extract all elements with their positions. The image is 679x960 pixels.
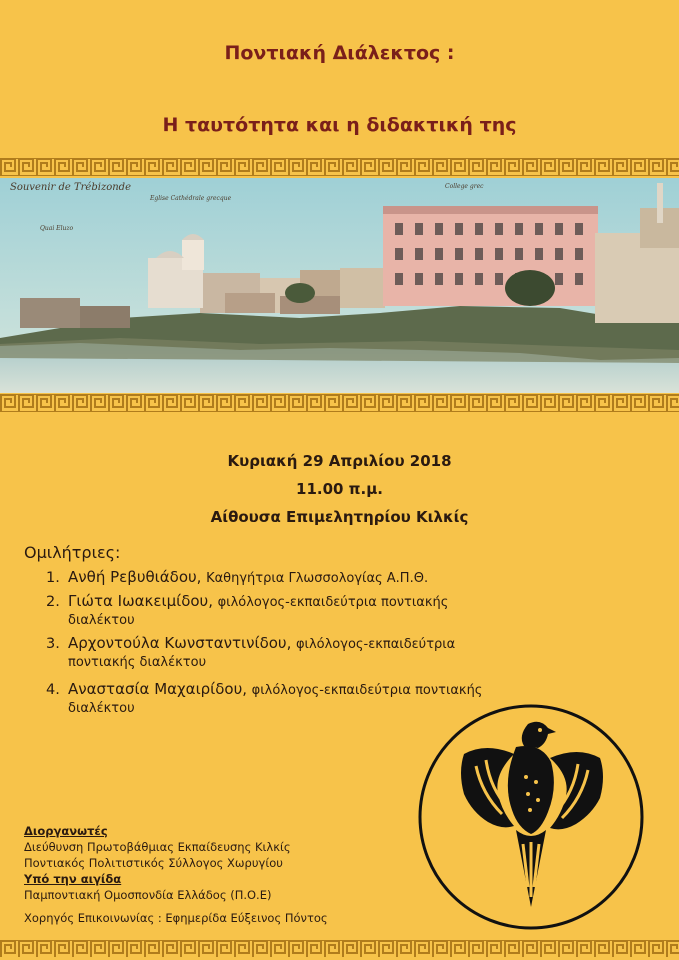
speaker-name: Ανθή Ρεβυθιάδου, (68, 568, 202, 586)
speaker-item (46, 568, 428, 588)
meander-border-bottom (0, 394, 679, 412)
meander-border-footer (0, 940, 679, 958)
speaker-number: 3. (46, 636, 60, 652)
photo-caption-college: College grec (445, 183, 484, 190)
speaker-name: Αρχοντούλα Κωνσταντινίδου, (68, 634, 292, 652)
speaker-name: Αναστασία Μαχαιρίδου, (68, 680, 248, 698)
poster-subtitle: Η ταυτότητα και η διδακτική της (162, 114, 517, 136)
photo-caption-church: Eglise Cathédrale grecque (150, 195, 232, 202)
aegis-line: Παμποντιακή Ομοσπονδία Ελλάδος (Π.Ο.Ε) (24, 888, 272, 902)
event-date: Κυριακή 29 Απριλίου 2018 (227, 452, 452, 470)
speaker-name: Γιώτα Ιωακειμίδου, (68, 592, 213, 610)
speaker-role: φιλόλογος-εκπαιδεύτρια (295, 637, 456, 652)
organizer-line: Ποντιακός Πολιτιστικός Σύλλογος Χωρυγίου (24, 856, 283, 870)
speaker-item (46, 634, 455, 672)
photo-caption-main: Souvenir de Trébizonde (10, 182, 131, 193)
speaker-role-continued: διαλέκτου (68, 701, 135, 716)
speaker-number: 2. (46, 594, 60, 610)
speaker-role: φιλόλογος-εκπαιδεύτρια ποντιακής (217, 595, 449, 610)
speaker-number: 4. (46, 682, 60, 698)
trebizond-photo (0, 178, 679, 393)
speaker-role: Καθηγήτρια Γλωσσολογίας Α.Π.Θ. (206, 571, 429, 586)
media-sponsor: Χορηγός Επικοινωνίας : Εφημερίδα Εύξεινος Πόντος (24, 911, 328, 925)
organizer-line: Διεύθυνση Πρωτοβάθμιας Εκπαίδευσης Κιλκίς (24, 840, 291, 854)
event-venue: Αίθουσα Επιμελητηρίου Κιλκίς (210, 508, 469, 526)
event-time: 11.00 π.μ. (296, 480, 383, 498)
meander-border-top (0, 158, 679, 176)
speaker-number: 1. (46, 570, 60, 586)
speaker-role: φιλόλογος-εκπαιδεύτρια ποντιακής (251, 683, 483, 698)
speaker-role-continued: ποντιακής διαλέκτου (68, 655, 207, 670)
photo-caption-quai: Quai Eluzo (40, 225, 74, 232)
organizers-heading: Διοργανωτές (24, 824, 108, 838)
eagle-emblem-icon (416, 702, 646, 932)
speaker-item (46, 592, 448, 630)
poster-title: Ποντιακή Διάλεκτος : (224, 42, 455, 64)
speakers-heading: Ομιλήτριες: (24, 543, 121, 562)
speaker-role-continued: διαλέκτου (68, 613, 135, 628)
aegis-heading: Υπό την αιγίδα (24, 872, 122, 886)
